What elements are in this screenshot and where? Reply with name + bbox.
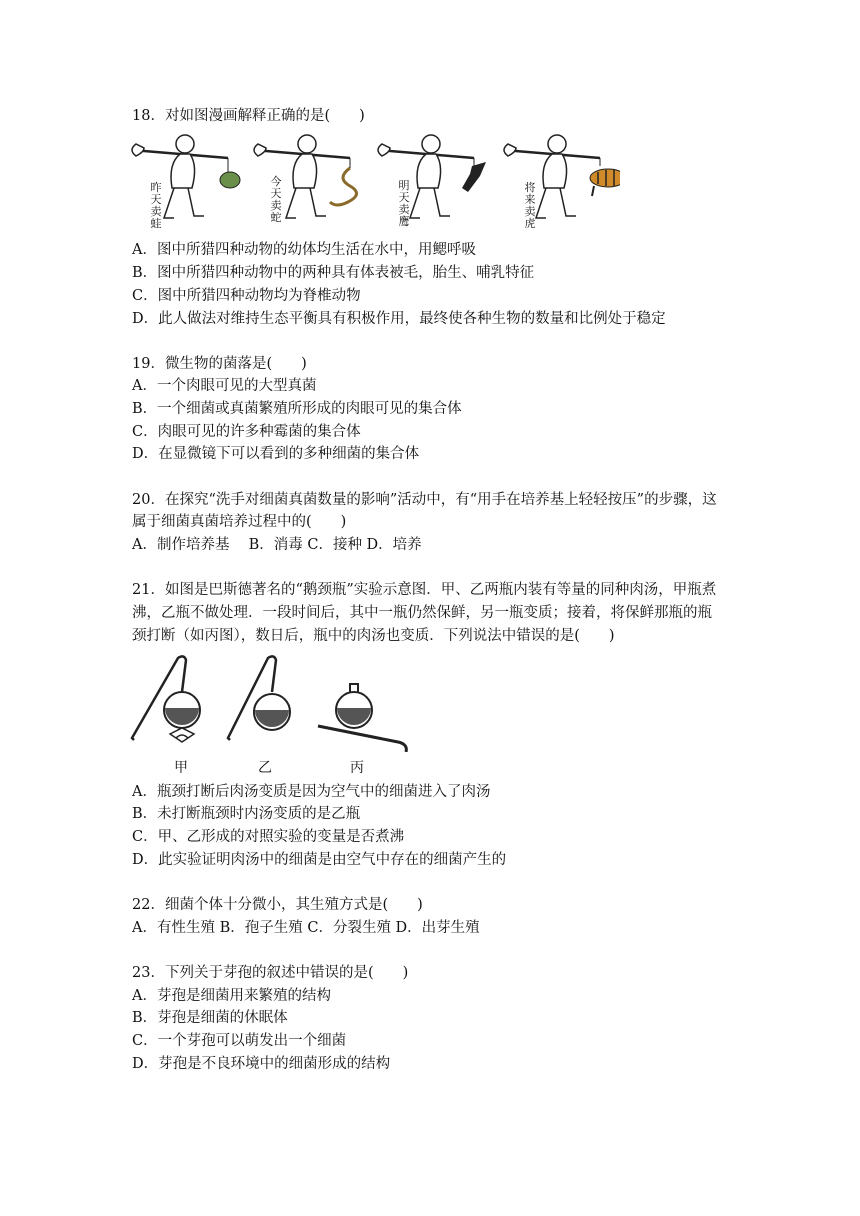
q18-stem: 18．对如图漫画解释正确的是( )	[132, 108, 365, 124]
broken-neck-tube	[318, 726, 406, 752]
flask-label-yi: 乙	[258, 760, 272, 776]
q22-stem: 22．细菌个体十分微小，其生殖方式是( )	[132, 897, 423, 913]
q19-option-b: B．一个细菌或真菌繁殖所形成的肉眼可见的集合体	[132, 401, 462, 417]
q21-option-b: B．未打断瓶颈时内汤变质的是乙瓶	[132, 806, 361, 822]
cartoon-label-tiger: 将来卖虎	[524, 181, 536, 230]
q18-option-c: C．图中所猎四种动物均为脊椎动物	[132, 288, 361, 304]
q20-stem-line-1: 20．在探究“洗手对细菌真菌数量的影响”活动中，有“用手在培养基上轻轻按压”的步骤，这	[132, 492, 717, 508]
q21-stem-line-2: 沸，乙瓶不做处理．一段时间后，其中一瓶仍然保鲜，另一瓶变质；接着，将保鲜那瓶的瓶	[132, 605, 712, 621]
q20-options: A．制作培养基 B．消毒 C．接种 D．培养	[132, 537, 422, 553]
cartoon-panel-tiger	[504, 135, 620, 218]
flask-label-jia: 甲	[174, 760, 188, 776]
q21-stem-line-3: 颈打断（如丙图），数日后，瓶中的肉汤也变质．下列说法中错误的是( )	[132, 628, 615, 644]
frog-icon	[220, 172, 240, 188]
cartoon-panel-eagle	[378, 135, 486, 218]
q19-option-d: D．在显微镜下可以看到的多种细菌的集合体	[132, 446, 420, 462]
q21-option-a: A．瓶颈打断后肉汤变质是因为空气中的细菌进入了肉汤	[132, 784, 491, 800]
flask-jia-icon	[132, 656, 200, 742]
flask-label-bing: 丙	[350, 760, 364, 776]
q23-option-c: C．一个芽孢可以萌发出一个细菌	[132, 1033, 347, 1049]
q21-stem-line-1: 21．如图是巴斯德著名的“鹅颈瓶”实验示意图．甲、乙两瓶内装有等量的同种肉汤，甲瓶煮	[132, 582, 717, 598]
eagle-icon	[462, 162, 486, 192]
snake-icon	[330, 168, 357, 205]
q22-options: A．有性生殖 B．孢子生殖 C．分裂生殖 D．出芽生殖	[132, 920, 480, 936]
cartoon-label-snake: 今天卖蛇	[270, 175, 282, 224]
cartoon-label-eagle: 明天卖鹰	[398, 179, 410, 228]
q23-option-b: B．芽孢是细菌的休眠体	[132, 1010, 288, 1026]
q21-option-d: D．此实验证明肉汤中的细菌是由空气中存在的细菌产生的	[132, 852, 507, 868]
q18-option-a: A．图中所猎四种动物的幼体均生活在水中，用鳃呼吸	[132, 242, 476, 258]
q18-cartoon-figure	[130, 128, 620, 232]
cartoon-panel-frog	[132, 135, 240, 218]
q19-stem: 19．微生物的菌落是( )	[132, 356, 307, 372]
q23-option-d: D．芽孢是不良环境中的细菌形成的结构	[132, 1056, 391, 1072]
q20-stem-line-2: 属于细菌真菌培养过程中的( )	[132, 514, 347, 530]
flask-bing-icon	[318, 684, 406, 752]
q21-flask-figure	[130, 652, 420, 752]
q19-option-a: A．一个肉眼可见的大型真菌	[132, 378, 317, 394]
tiger-icon	[590, 169, 620, 196]
q23-option-a: A．芽孢是细菌用来繁殖的结构	[132, 988, 331, 1004]
q19-option-c: C．肉眼可见的许多种霉菌的集合体	[132, 424, 361, 440]
q21-option-c: C．甲、乙形成的对照实验的变量是否煮沸	[132, 829, 405, 845]
q23-stem: 23．下列关于芽孢的叙述中错误的是( )	[132, 965, 409, 981]
q18-option-b: B．图中所猎四种动物中的两种具有体表被毛，胎生、哺乳特征	[132, 265, 535, 281]
q18-option-d: D．此人做法对维持生态平衡具有积极作用，最终使各种生物的数量和比例处于稳定	[132, 311, 666, 327]
flask-yi-icon	[228, 656, 290, 740]
cartoon-label-frog: 昨天卖蛙	[150, 181, 162, 230]
